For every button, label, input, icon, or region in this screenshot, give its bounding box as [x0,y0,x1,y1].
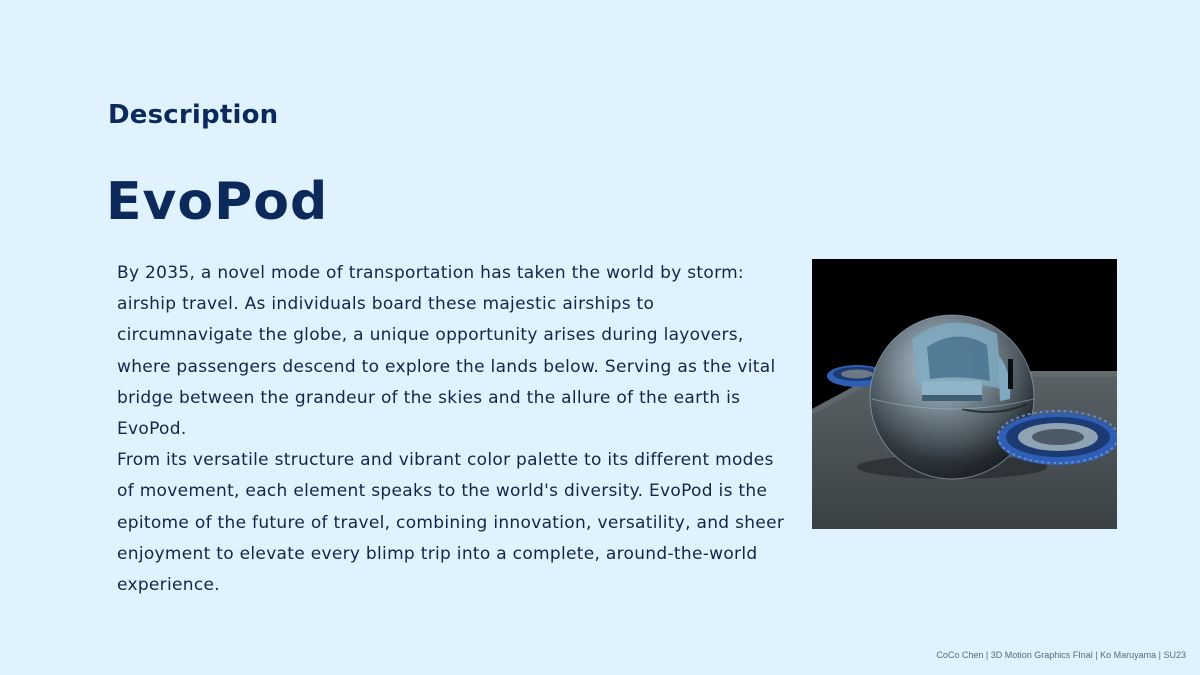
description-paragraph-2: From its versatile structure and vibrant color palette to its different modes of movement, each element speaks to the world's diversity. EvoPod is the epitome of the future of travel, combining innovation, versatility, and sheer enjoyment to elevate every blimp trip into a complete, around-the-world experience. [117,450,785,596]
footer-credit: CoCo Chen | 3D Motion Graphics FInal | Ko Maruyama | SU23 [936,650,1186,660]
slide-title: EvoPod [106,172,329,232]
description-body [117,258,785,601]
section-label: Description [108,100,279,130]
description-paragraph-1: By 2035, a novel mode of transportation has taken the world by storm: airship travel. As individuals board these majestic airships to circumnavigate the globe, a unique opportunity arises during layovers, where passengers descend to explore the lands below. Serving as the vital bridge between the grandeur of the skies and the allure of the earth is EvoPod. [117,263,776,440]
evopod-render-image [812,259,1117,529]
